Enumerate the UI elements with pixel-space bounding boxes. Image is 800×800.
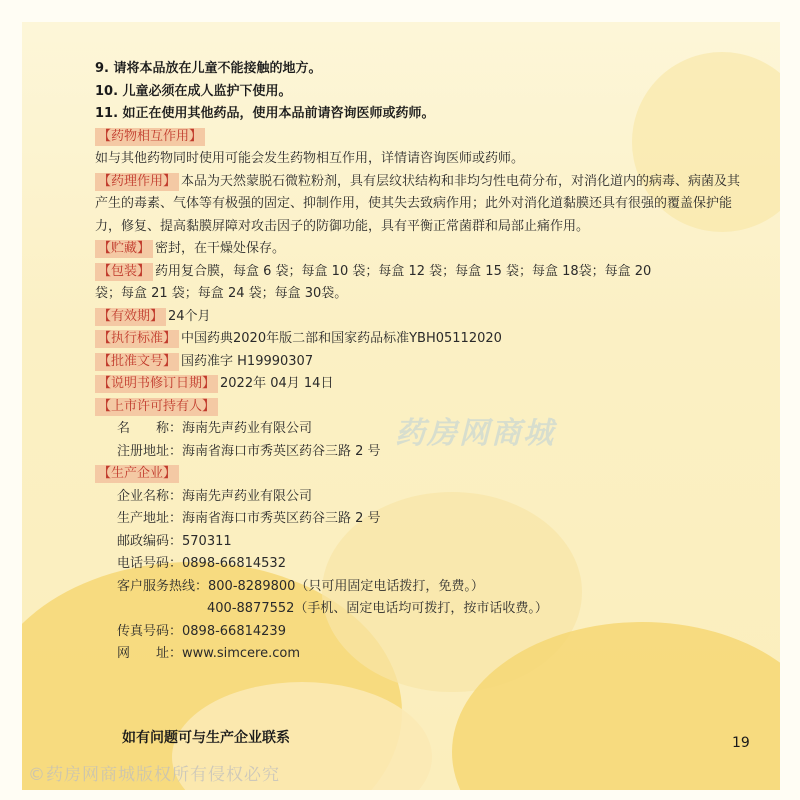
revision-text: 2022年 04月 14日	[220, 376, 334, 391]
page-number: 19	[732, 735, 750, 751]
section-tag: 【包装】	[95, 263, 153, 281]
manufacturer-name-label: 企业名称：	[117, 488, 183, 504]
section-holder	[95, 396, 745, 419]
pharmacology-text: 本品为天然蒙脱石微粒粉剂，具有层纹状结构和非均匀性电荷分布，对消化道内的病毒、病菌及其产生的毒素、气体等有极强的固定、抑制作用，使其失去致病作用；此外对消化道黏膜还具有很强的覆盖保护能力，修复、提高黏膜屏障对攻击因子的防御功能，具有平衡正常菌群和局部止痛作用。	[95, 173, 741, 234]
precaution-item-9: 9. 请将本品放在儿童不能接触的地方。	[95, 61, 322, 76]
hotline-label: 客户服务热线：	[117, 578, 209, 594]
section-tag: 【贮藏】	[95, 240, 153, 258]
phone-number: 0898-66814532	[182, 556, 286, 571]
leaflet-content	[95, 58, 745, 666]
holder-address-label: 注册地址：	[117, 443, 183, 459]
postcode-label: 邮政编码：	[117, 533, 183, 549]
manufacturer-name: 海南先声药业有限公司	[182, 488, 313, 504]
section-tag: 【说明书修订日期】	[95, 375, 218, 393]
section-tag: 【上市许可持有人】	[95, 398, 218, 416]
watermark-logo-text: 药房网商城	[395, 416, 555, 451]
copyright-watermark: ©药房网商城版权所有侵权必究	[28, 765, 280, 785]
section-tag: 【批准文号】	[95, 353, 179, 371]
storage-text: 密封，在干燥处保存。	[155, 241, 286, 256]
packaging-text-line2: 袋；每盒 21 袋；每盒 24 袋；每盒 30袋。	[95, 286, 348, 301]
hotline-number-1: 800-8289800（只可用固定电话拨打，免费。）	[208, 578, 484, 594]
precaution-item-11: 11. 如正在使用其他药品，使用本品前请咨询医师或药师。	[95, 106, 435, 121]
hotline-number-2: 400-8877552（手机、固定电话均可拨打，按市话收费。）	[207, 601, 548, 616]
validity-text: 24个月	[168, 308, 211, 324]
section-storage	[95, 238, 745, 261]
manufacturer-address: 海南省海口市秀英区药谷三路 2 号	[182, 511, 381, 526]
section-tag: 【生产企业】	[95, 465, 179, 483]
holder-name-label: 名 称：	[117, 421, 183, 436]
section-tag: 【执行标准】	[95, 330, 179, 348]
section-tag: 【药理作用】	[95, 173, 179, 191]
postcode-row	[95, 531, 745, 554]
interactions-text: 如与其他药物同时使用可能会发生药物相互作用，详情请咨询医师或药师。	[95, 151, 525, 166]
contact-note: 如有问题可与生产企业联系	[122, 730, 290, 746]
holder-name-row	[95, 418, 745, 441]
holder-address: 海南省海口市秀英区药谷三路 2 号	[182, 443, 381, 459]
section-validity	[95, 306, 745, 329]
postcode: 570311	[182, 533, 232, 549]
section-tag: 【有效期】	[95, 308, 166, 326]
phone-row	[95, 553, 745, 576]
packaging-text-line1: 药用复合膜，每盒 6 袋；每盒 10 袋；每盒 12 袋；每盒 15 袋；每盒 18袋；每盒 20	[155, 263, 652, 279]
phone-label: 电话号码：	[117, 556, 183, 571]
holder-address-row	[95, 441, 745, 464]
fax-label: 传真号码：	[117, 623, 183, 639]
section-standard	[95, 328, 745, 351]
hotline-row	[95, 576, 745, 599]
website-row	[95, 643, 745, 666]
section-pharmacology	[95, 171, 745, 239]
website-label: 网 址：	[117, 646, 183, 661]
section-tag: 【药物相互作用】	[95, 128, 205, 146]
fax-row	[95, 621, 745, 644]
manufacturer-name-row	[95, 486, 745, 509]
manufacturer-address-label: 生产地址：	[117, 511, 183, 526]
manufacturer-address-row	[95, 508, 745, 531]
holder-name: 海南先声药业有限公司	[182, 421, 313, 436]
approval-text: 国药准字 H19990307	[181, 353, 314, 369]
section-manufacturer	[95, 463, 745, 486]
website-url: www.simcere.com	[182, 646, 300, 661]
standard-text: 中国药典2020年版二部和国家药品标准YBH05112020	[181, 331, 502, 346]
precaution-item-10: 10. 儿童必须在成人监护下使用。	[95, 83, 292, 99]
section-revision	[95, 373, 745, 396]
section-approval	[95, 351, 745, 374]
section-packaging	[95, 261, 745, 284]
section-interactions	[95, 126, 745, 149]
fax-number: 0898-66814239	[182, 623, 286, 639]
